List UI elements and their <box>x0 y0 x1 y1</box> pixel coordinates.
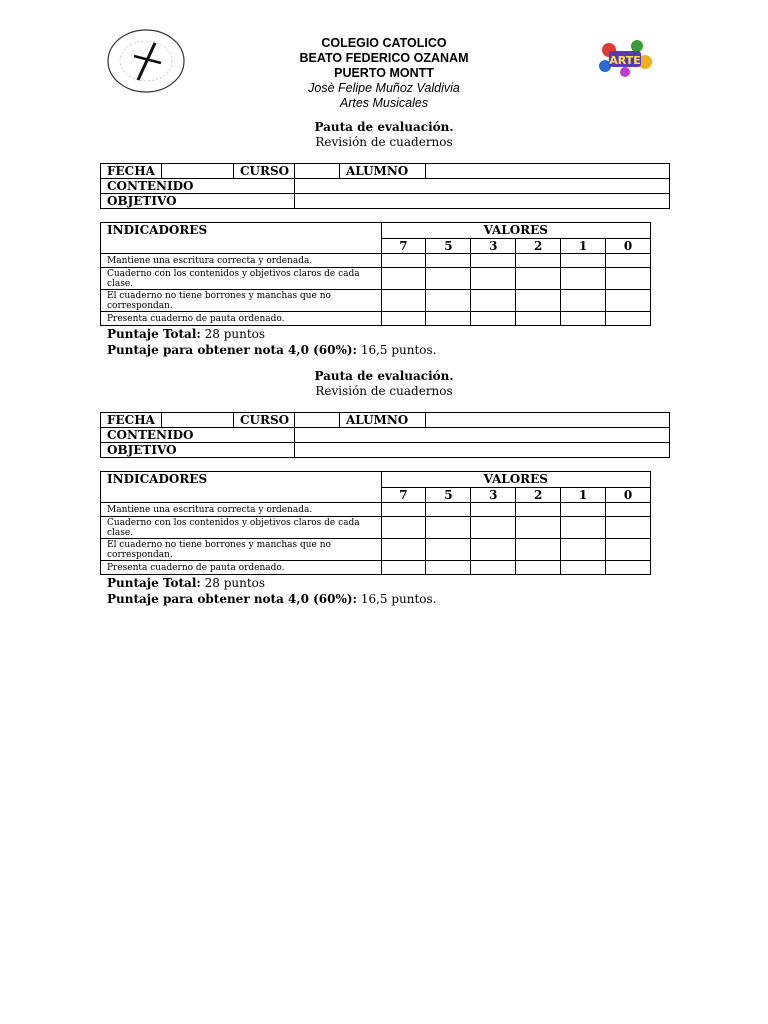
value-2: 2 <box>516 239 561 254</box>
svg-text:ARTE: ARTE <box>609 54 641 67</box>
score-cell[interactable] <box>516 268 561 290</box>
score-cell[interactable] <box>516 312 561 326</box>
total-score <box>107 326 265 342</box>
table-row <box>101 194 670 209</box>
value-5: 5 <box>426 239 471 254</box>
total-score-value: 28 puntos <box>204 576 266 590</box>
pass-score-value: 16,5 puntos. <box>360 343 437 357</box>
student-info-table <box>100 163 670 209</box>
score-cell[interactable] <box>561 503 606 517</box>
school-info <box>234 36 534 111</box>
value-3: 3 <box>471 239 516 254</box>
table-row <box>101 312 651 326</box>
score-cell[interactable] <box>381 268 426 290</box>
table-row <box>101 517 651 539</box>
teacher-name: Josè Felipe Muñoz Valdivia <box>308 81 460 95</box>
table-row <box>101 443 670 458</box>
score-cell[interactable] <box>426 503 471 517</box>
value-1: 1 <box>561 488 606 503</box>
score-cell[interactable] <box>561 561 606 575</box>
objetivo-field[interactable] <box>295 443 670 458</box>
table-row <box>101 179 670 194</box>
score-cell[interactable] <box>561 254 606 268</box>
score-cell[interactable] <box>606 561 651 575</box>
score-cell[interactable] <box>426 539 471 561</box>
score-cell[interactable] <box>516 539 561 561</box>
score-cell[interactable] <box>471 312 516 326</box>
indicators-header: INDICADORES <box>101 223 382 254</box>
indicator-text: Mantiene una escritura correcta y ordenada. <box>101 503 382 517</box>
total-score <box>107 575 265 591</box>
score-cell[interactable] <box>516 254 561 268</box>
pass-score-label: Puntaje para obtener nota 4,0 (60%): <box>107 592 357 606</box>
value-0: 0 <box>606 239 651 254</box>
rubric-2 <box>0 369 768 609</box>
indicators-table <box>100 222 651 326</box>
objetivo-field[interactable] <box>295 194 670 209</box>
score-cell[interactable] <box>381 503 426 517</box>
fecha-label: FECHA <box>101 413 162 428</box>
score-cell[interactable] <box>426 561 471 575</box>
score-cell[interactable] <box>471 254 516 268</box>
value-7: 7 <box>381 488 426 503</box>
arte-paint-splash-icon <box>595 36 655 80</box>
curso-label: CURSO <box>234 413 295 428</box>
score-cell[interactable] <box>606 517 651 539</box>
score-cell[interactable] <box>381 312 426 326</box>
score-cell[interactable] <box>561 517 606 539</box>
pass-score <box>107 591 437 607</box>
values-header: VALORES <box>381 472 650 488</box>
score-cell[interactable] <box>606 254 651 268</box>
objetivo-label: OBJETIVO <box>101 443 295 458</box>
score-cell[interactable] <box>381 290 426 312</box>
value-2: 2 <box>516 488 561 503</box>
contenido-label: CONTENIDO <box>101 179 295 194</box>
score-cell[interactable] <box>471 517 516 539</box>
table-row <box>101 413 670 428</box>
score-cell[interactable] <box>381 561 426 575</box>
total-score-label: Puntaje Total: <box>107 576 201 590</box>
score-cell[interactable] <box>381 517 426 539</box>
contenido-label: CONTENIDO <box>101 428 295 443</box>
score-cell[interactable] <box>426 517 471 539</box>
score-cell[interactable] <box>561 268 606 290</box>
school-name-line1: COLEGIO CATOLICO <box>321 36 447 50</box>
value-3: 3 <box>471 488 516 503</box>
curso-field[interactable] <box>295 413 340 428</box>
pass-score-label: Puntaje para obtener nota 4,0 (60%): <box>107 343 357 357</box>
table-row <box>101 503 651 517</box>
table-row <box>101 164 670 179</box>
total-score-value: 28 puntos <box>204 327 266 341</box>
score-cell[interactable] <box>426 268 471 290</box>
score-cell[interactable] <box>426 290 471 312</box>
document-header <box>0 0 768 110</box>
school-name-line2: BEATO FEDERICO OZANAM <box>299 51 469 65</box>
score-cell[interactable] <box>516 517 561 539</box>
table-row <box>101 254 651 268</box>
school-city: PUERTO MONTT <box>334 66 434 80</box>
table-row <box>101 428 670 443</box>
score-cell[interactable] <box>471 539 516 561</box>
total-score-label: Puntaje Total: <box>107 327 201 341</box>
alumno-field[interactable] <box>426 164 670 179</box>
fecha-label: FECHA <box>101 164 162 179</box>
alumno-label: ALUMNO <box>340 164 426 179</box>
score-cell[interactable] <box>606 290 651 312</box>
score-cell[interactable] <box>516 561 561 575</box>
curso-field[interactable] <box>295 164 340 179</box>
rubric-subtitle: Revisión de cuadernos <box>315 135 453 149</box>
indicators-table <box>100 471 651 575</box>
score-cell[interactable] <box>516 290 561 312</box>
score-cell[interactable] <box>471 561 516 575</box>
alumno-label: ALUMNO <box>340 413 426 428</box>
rubric-1 <box>0 120 768 360</box>
table-row <box>101 539 651 561</box>
indicator-text: Cuaderno con los contenidos y objetivos claros de cada clase. <box>101 268 382 290</box>
score-cell[interactable] <box>606 503 651 517</box>
indicators-header: INDICADORES <box>101 472 382 503</box>
curso-label: CURSO <box>234 164 295 179</box>
table-row <box>101 290 651 312</box>
values-header: VALORES <box>381 223 650 239</box>
score-cell[interactable] <box>471 268 516 290</box>
indicator-text: Presenta cuaderno de pauta ordenado. <box>101 561 382 575</box>
contenido-field[interactable] <box>295 179 670 194</box>
indicator-text: Presenta cuaderno de pauta ordenado. <box>101 312 382 326</box>
score-cell[interactable] <box>606 539 651 561</box>
table-row <box>101 472 651 488</box>
value-7: 7 <box>381 239 426 254</box>
rubric-title: Pauta de evaluación. <box>314 369 454 383</box>
table-row <box>101 561 651 575</box>
score-cell[interactable] <box>561 539 606 561</box>
student-info-table <box>100 412 670 458</box>
contenido-field[interactable] <box>295 428 670 443</box>
score-cell[interactable] <box>606 268 651 290</box>
score-cell[interactable] <box>381 254 426 268</box>
alumno-field[interactable] <box>426 413 670 428</box>
score-cell[interactable] <box>516 503 561 517</box>
value-0: 0 <box>606 488 651 503</box>
rubric-title: Pauta de evaluación. <box>314 120 454 134</box>
rubric-subtitle: Revisión de cuadernos <box>315 384 453 398</box>
indicator-text: Cuaderno con los contenidos y objetivos claros de cada clase. <box>101 517 382 539</box>
score-cell[interactable] <box>381 539 426 561</box>
value-1: 1 <box>561 239 606 254</box>
score-cell[interactable] <box>426 254 471 268</box>
pass-score <box>107 342 437 358</box>
score-cell[interactable] <box>606 312 651 326</box>
score-cell[interactable] <box>426 312 471 326</box>
score-cell[interactable] <box>471 503 516 517</box>
table-row <box>101 223 651 239</box>
value-5: 5 <box>426 488 471 503</box>
table-row <box>101 268 651 290</box>
score-cell[interactable] <box>471 290 516 312</box>
indicator-text: Mantiene una escritura correcta y ordenada. <box>101 254 382 268</box>
objetivo-label: OBJETIVO <box>101 194 295 209</box>
school-seal-cross-icon <box>105 27 187 95</box>
subject-name: Artes Musicales <box>339 96 429 110</box>
score-cell[interactable] <box>561 290 606 312</box>
score-cell[interactable] <box>561 312 606 326</box>
indicator-text: El cuaderno no tiene borrones y manchas que no correspondan. <box>101 290 382 312</box>
pass-score-value: 16,5 puntos. <box>360 592 437 606</box>
indicator-text: El cuaderno no tiene borrones y manchas que no correspondan. <box>101 539 382 561</box>
fecha-field[interactable] <box>162 164 234 179</box>
fecha-field[interactable] <box>162 413 234 428</box>
